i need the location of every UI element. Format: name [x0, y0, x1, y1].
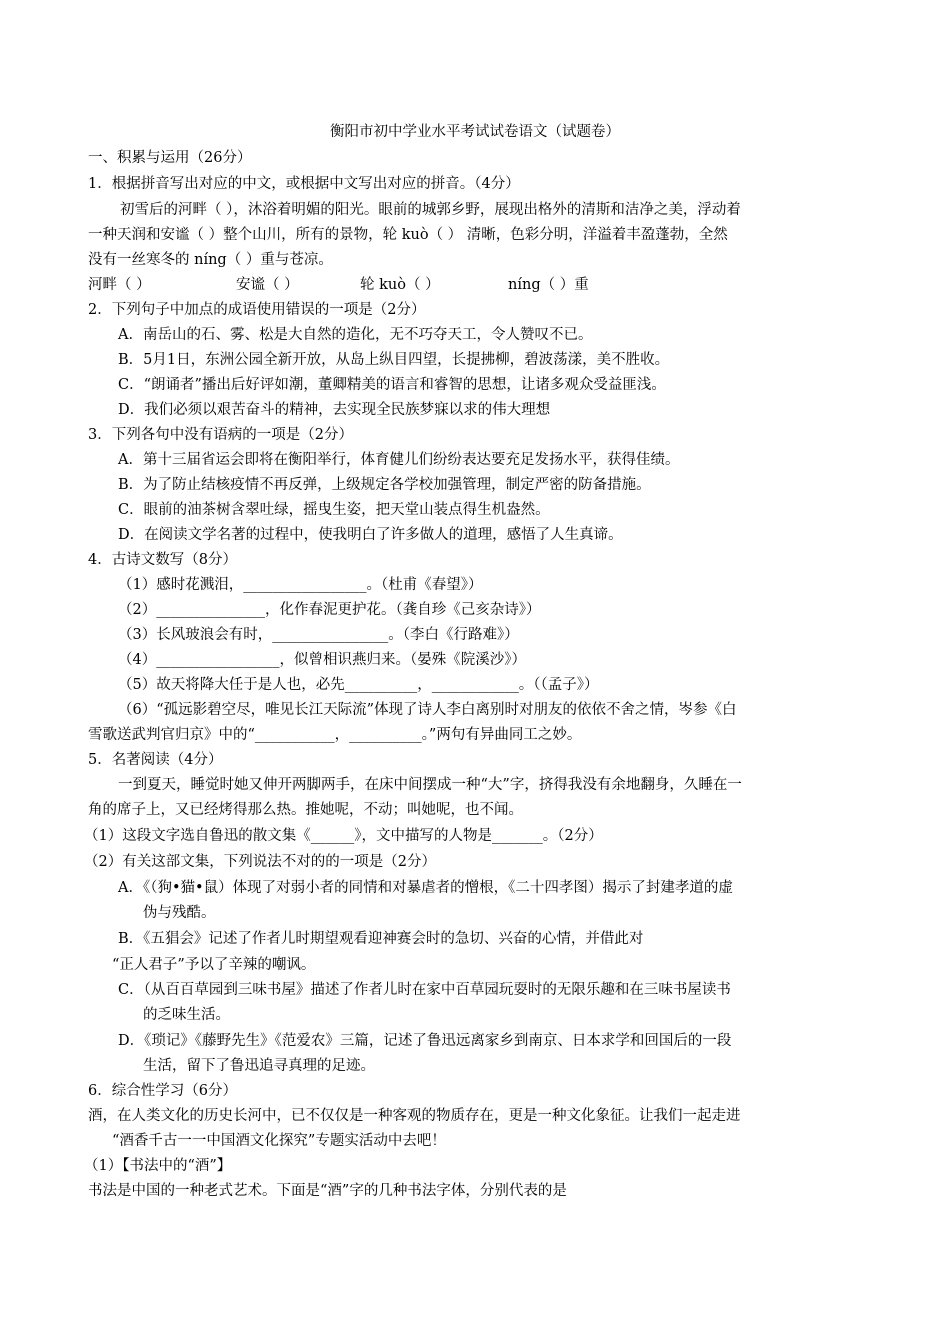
q5-option: C．（从百百草园到三味书屋》描述了作者儿时在家中百草园玩耍时的无限乐趣和在三味书屋读书: [118, 982, 731, 998]
page-title: 衡阳市初中学业水平考试试卷语文（试题卷）: [330, 124, 620, 140]
q6-line: 书法是中国的一种老式艺术。下面是“酒”字的几种书法字体，分别代表的是: [88, 1183, 567, 1199]
q5-passage-line: 角的席子上，又已经烤得那么热。推她呢，不动；叫她呢，也不闻。: [88, 802, 523, 818]
q4-item: 雪歌送武判官归京》中的“___________，__________。”两句有异曲同工之妙。: [88, 727, 582, 743]
q1-blank-row: [88, 275, 950, 295]
q5-option: D．《琐记》《藤野先生》《范爱农》三篇，记述了鲁迅远离家乡到南京、日本求学和回国后的一段: [118, 1033, 732, 1049]
q5-option-cont: 生活，留下了鲁迅追寻真理的足迹。: [143, 1058, 375, 1074]
q4-item: （3）长风玻浪会有时，________________。（李白《行路难》）: [118, 627, 519, 643]
q5-stem: 5．名著阅读（4分）: [88, 752, 223, 768]
q1-blank: 河畔（ ）: [88, 277, 151, 293]
q4-item: （4）_________________，似曾相识燕归来。（晏殊《院溪沙》）: [118, 652, 526, 668]
q3-option: A．第十三届省运会即将在衡阳举行，体育健儿们纷纷表达要充足发扬水平，获得佳绩。: [118, 452, 680, 468]
q2-option: C．“朗诵者”播出后好评如潮，董卿精美的语言和睿智的思想，让诸多观众受益匪浅。: [118, 377, 666, 393]
q4-item: （2）_______________，化作春泥更护花。（龚自珍《己亥杂诗》）: [118, 602, 541, 618]
q1-passage-line: 没有一丝寒冬的 níng（ ）重与苍凉。: [88, 252, 333, 268]
q3-stem: 3．下列各句中没有语病的一项是（2分）: [88, 427, 353, 443]
q1-blank: níng（ ）重: [508, 277, 589, 293]
q2-option: D．我们必须以艰苦奋斗的精神，去实现全民族梦寐以求的伟大理想: [118, 402, 551, 418]
q1-blank: 安谧（ ）: [236, 277, 299, 293]
q1-blank: 轮 kuò（ ）: [360, 277, 440, 293]
q4-item: （1）感时花溅泪，_________________。（杜甫《春望》）: [118, 577, 483, 593]
q2-option: A．南岳山的石、雾、松是大自然的造化，无不巧夺天工，令人赞叹不已。: [118, 327, 593, 343]
q5-option-cont: “正人君子”予以了辛辣的嘲讽。: [112, 957, 316, 973]
q1-passage-line: 一种天润和安谧（ ）整个山川，所有的景物，轮 kuò（ ） 清晰，色彩分明，洋溢着丰盈蓬勃，全然: [88, 227, 728, 243]
q5-passage-line: 一到夏天，睡觉时她又伸开两脚两手，在床中间摆成一种“大”字，挤得我没有余地翻身，久睡在一: [118, 777, 742, 793]
q2-option: B．5月1日，东洲公园全新开放，从岛上纵目四望，长提拂柳，碧波荡漾，美不胜收。: [118, 352, 670, 368]
q1-stem: 1．根据拼音写出对应的中文，或根据中文写出对应的拼音。（4分）: [88, 176, 520, 192]
q3-option: D．在阅读文学名著的过程中，使我明白了许多做人的道理，感悟了人生真谛。: [118, 527, 623, 543]
q3-option: B．为了防止结核疫情不再反弹，上级规定各学校加强管理，制定严密的防备措施。: [118, 477, 651, 493]
q6-stem: 6．综合性学习（6分）: [88, 1083, 237, 1099]
q6-sub-heading: （1）【书法中的“酒”】: [84, 1158, 232, 1174]
q5-option-cont: 伪与残酷。: [143, 905, 216, 921]
q4-item: （6）“孤远影碧空尽，唯见长江天际流”体现了诗人李白离别时对朋友的依依不舍之情，岑参《白: [118, 702, 737, 718]
q3-option: C．眼前的油茶树含翠吐绿，摇曳生姿，把天堂山装点得生机盎然。: [118, 502, 550, 518]
q5-sub-question: （1）这段文字选自鲁迅的散文集《______》，文中描写的人物是_______。（2分）: [84, 828, 603, 844]
section-heading: 一、积累与运用（26分）: [88, 150, 252, 166]
q4-stem: 4．古诗文数写（8分）: [88, 552, 237, 568]
q2-stem: 2．下列句子中加点的成语使用错误的一项是（2分）: [88, 302, 426, 318]
q5-option-cont: 的乏味生活。: [143, 1007, 230, 1023]
q4-item: （5）故天将降大任于是人也，必先__________，____________。（（孟子》）: [118, 677, 599, 693]
q6-line: “酒香千古一一中国酒文化探究”专题实活动中去吧！: [112, 1133, 446, 1149]
q5-option: B．《五猖会》记述了作者儿时期望观看迎神赛会时的急切、兴奋的心情，并借此对: [118, 931, 644, 947]
q5-sub-question: （2）有关这部文集，下列说法不对的的一项是（2分）: [84, 854, 436, 870]
q6-line: 酒，在人类文化的历史长河中，已不仅仅是一种客观的物质存在，更是一种文化象征。让我们一起走进: [88, 1108, 741, 1124]
q5-option: A．《（狗•猫•鼠）体现了对弱小者的同情和对暴虐者的憎根，《二十四孝图）揭示了封建孝道的虚: [118, 880, 733, 896]
q1-passage-line: 初雪后的河畔（ ），沐浴着明媚的阳光。眼前的城郭乡野，展现出格外的清斯和洁净之美，浮动着: [120, 202, 741, 218]
